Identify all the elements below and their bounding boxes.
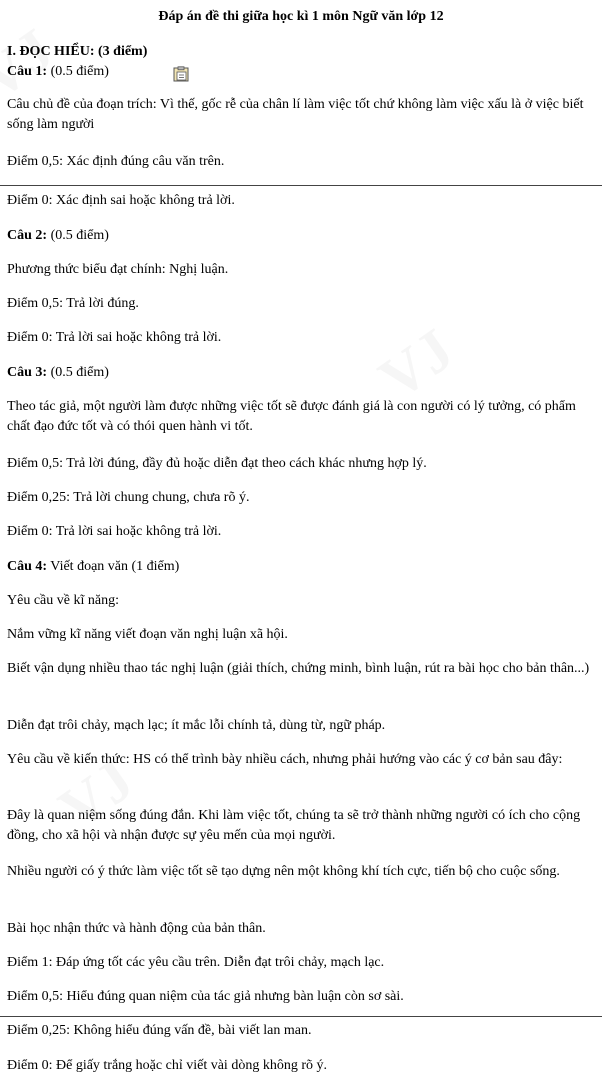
question-4-label: Câu 4: <box>7 559 48 574</box>
question-2-points: (0.5 điểm) <box>47 228 109 243</box>
question-3-heading <box>7 365 109 381</box>
question-4-knowledge-heading: Yêu cầu về kiến thức: HS có thể trình bày nhiều cách, nhưng phải hướng vào các ý cơ bản sau đây: <box>7 752 563 767</box>
divider <box>0 185 602 186</box>
section-heading: I. ĐỌC HIỂU: (3 điểm) <box>7 44 148 59</box>
question-2-heading <box>7 228 109 244</box>
question-4-points: Viết đoạn văn (1 điểm) <box>47 559 180 574</box>
question-1-label: Câu 1: <box>7 64 48 79</box>
question-3-score-full: Điểm 0,5: Trả lời đúng, đầy đủ hoặc diễn đạt theo cách khác nhưng hợp lý. <box>7 456 427 471</box>
question-4-skill-3: Diễn đạt trôi chảy, mạch lạc; ít mắc lỗi chính tả, dùng từ, ngữ pháp. <box>7 718 386 733</box>
question-1-answer: Câu chủ đề của đoạn trích: Vì thế, gốc rễ của chân lí làm việc tốt chứ không làm việc xấu là ở việc biết sống làm người <box>7 97 584 132</box>
question-4-score-quarter: Điểm 0,25: Không hiểu đúng vấn đề, bài viết lan man. <box>7 1023 312 1038</box>
question-4-heading <box>7 559 179 575</box>
question-1-score-full: Điểm 0,5: Xác định đúng câu văn trên. <box>7 154 225 169</box>
question-2-label: Câu 2: <box>7 228 48 243</box>
question-4-knowledge-1: Đây là quan niệm sống đúng đắn. Khi làm việc tốt, chúng ta sẽ trở thành những người có ích cho cộng đồng, cho xã hội và nhận được sự yêu mến của mọi người. <box>7 808 581 843</box>
question-3-answer: Theo tác giả, một người làm được những việc tốt sẽ được đánh giá là con người có lý tưởng, có phẩm chất đạo đức tốt và có thói quen hành vi tốt. <box>7 399 576 434</box>
question-4-knowledge-3: Bài học nhận thức và hành động của bản thân. <box>7 921 266 936</box>
question-4-score-zero: Điểm 0: Để giấy trắng hoặc chỉ viết vài dòng không rõ ý. <box>7 1058 327 1073</box>
document-title: Đáp án đề thi giữa học kì 1 môn Ngữ văn lớp 12 <box>158 9 444 24</box>
question-1-score-zero: Điểm 0: Xác định sai hoặc không trả lời. <box>7 193 235 208</box>
question-3-score-zero: Điểm 0: Trả lời sai hoặc không trả lời. <box>7 524 222 539</box>
question-4-skill-1: Nắm vững kĩ năng viết đoạn văn nghị luận xã hội. <box>7 627 288 642</box>
divider <box>0 1016 602 1017</box>
question-1-heading <box>7 64 109 80</box>
question-3-label: Câu 3: <box>7 365 48 380</box>
question-4-score-half: Điểm 0,5: Hiểu đúng quan niệm của tác giả nhưng bàn luận còn sơ sài. <box>7 989 404 1004</box>
question-2-score-zero: Điểm 0: Trả lời sai hoặc không trả lời. <box>7 330 222 345</box>
question-4-skill-2: Biết vận dụng nhiều thao tác nghị luận (giải thích, chứng minh, bình luận, rút ra bài học cho bản thân...) <box>7 661 590 676</box>
question-4-score-full: Điểm 1: Đáp ứng tốt các yêu cầu trên. Diễn đạt trôi chảy, mạch lạc. <box>7 955 385 970</box>
question-1-points: (0.5 điểm) <box>47 64 109 79</box>
clipboard-icon[interactable] <box>173 66 189 82</box>
question-4-skills-heading: Yêu cầu về kĩ năng: <box>7 593 119 608</box>
question-2-score-full: Điểm 0,5: Trả lời đúng. <box>7 296 139 311</box>
question-3-points: (0.5 điểm) <box>47 365 109 380</box>
question-3-score-partial: Điểm 0,25: Trả lời chung chung, chưa rõ ý. <box>7 490 250 505</box>
question-2-answer: Phương thức biểu đạt chính: Nghị luận. <box>7 262 229 277</box>
question-4-knowledge-2: Nhiều người có ý thức làm việc tốt sẽ tạo dựng nên một không khí tích cực, tiến bộ cho cuộc sống. <box>7 864 560 879</box>
